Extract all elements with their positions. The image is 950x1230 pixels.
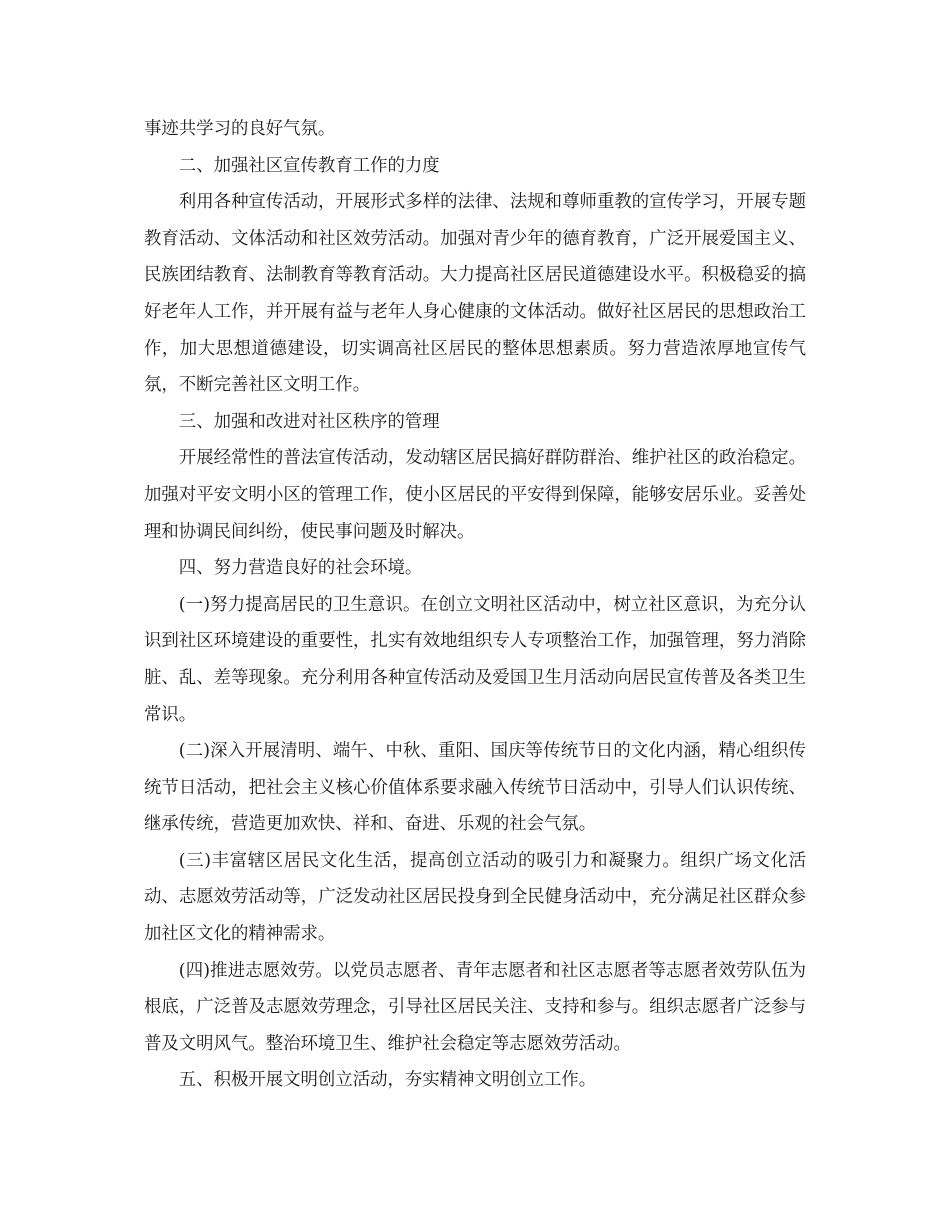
paragraph-publicity-education: 利用各种宣传活动，开展形式多样的法律、法规和尊师重教的宣传学习，开展专题教育活动、文体活动和社区效劳活动。加强对青少年的德育教育，广泛开展爱国主义、民族团结教育、法制教育等教育活动。大力提高社区居民道德建设水平。积极稳妥的搞好老年人工作，并开展有益与老年人身心健康的文体活动。做好社区居民的思想政治工作，加大思想道德建设，切实调高社区居民的整体思想素质。努力营造浓厚地宣传气氛，不断完善社区文明工作。 (144, 192, 806, 396)
document-body (144, 111, 806, 1099)
section-heading-2: 二、加强社区宣传教育工作的力度 (178, 155, 440, 176)
paragraph-hygiene-awareness: (一)努力提高居民的卫生意识。在创立文明社区活动中，树立社区意识，为充分认识到社区环境建设的重要性，扎实有效地组织专人专项整治工作，加强管理，努力消除脏、乱、差等现象。充分利用各种宣传活动及爱国卫生月活动向居民宣传普及各类卫生常识。 (144, 594, 806, 725)
paragraph-order-management: 开展经常性的普法宣传活动，发动辖区居民搞好群防群治、维护社区的政治稳定。加强对平安文明小区的管理工作，使小区居民的平安得到保障，能够安居乐业。妥善处理和协调民间纠纷，使民事问题及时解决。 (144, 448, 806, 542)
section-heading-3: 三、加强和改进对社区秩序的管理 (178, 411, 440, 432)
section-heading-5: 五、积极开展文明创立活动，夯实精神文明创立工作。 (178, 1070, 597, 1091)
paragraph-cultural-life: (三)丰富辖区居民文化生活，提高创立活动的吸引力和凝聚力。组织广场文化活动、志愿效劳活动等，广泛发动社区居民投身到全民健身活动中，充分满足社区群众参加社区文化的精神需求。 (144, 850, 806, 945)
paragraph-volunteer-service: (四)推进志愿效劳。以党员志愿者、青年志愿者和社区志愿者等志愿者效劳队伍为根底，广泛普及志愿效劳理念，引导社区居民关注、支持和参与。组织志愿者广泛参与普及文明风气。整治环境卫生、维护社会稳定等志愿效劳活动。 (144, 960, 806, 1054)
section-heading-4: 四、努力营造良好的社会环境。 (178, 558, 423, 579)
paragraph-continuation: 事迹共学习的良好气氛。 (144, 119, 336, 139)
paragraph-traditional-festivals: (二)深入开展清明、端午、中秋、重阳、国庆等传统节日的文化内涵，精心组织传统节日活动，把社会主义核心价值体系要求融入传统节日活动中，引导人们认识传统、继承传统，营造更加欢快、祥和、奋进、乐观的社会气氛。 (144, 741, 806, 835)
